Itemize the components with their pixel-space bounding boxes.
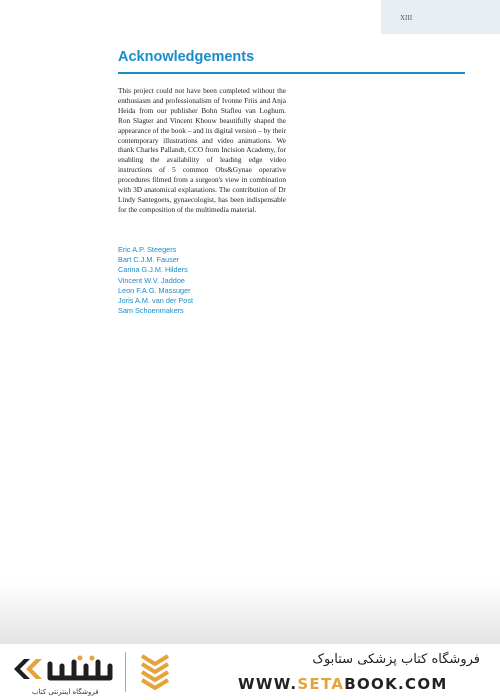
section-title: Acknowledgements: [118, 49, 255, 65]
author-name: Joris A.M. van der Post: [118, 296, 194, 306]
author-list: [118, 245, 193, 316]
store-footer-banner: [0, 644, 500, 700]
acknowledgements-paragraph: This project could not have been completed without the enthusiasm and professionalism of Ivonne Friis and Anja Heida from our publisher Bohn Stafleu van Loghum. Ron Slagter and Vincent Khouw beautifully shaped the appearance of the book – and its digital version – by their contemporary illustrations and video animations. We thank Charles Pallandt, CCO from Incision Academy, for enabling the availability of leading edge video instructions of 5 common Obs&Gynae operative procedures filmed from a surgeon's view in combination with 3D anatomical explanations. The contribution of Dr Lindy Santegoets, gynaecologist, has been indispensable for the composition of the multimedia material.: [118, 86, 286, 214]
page-number: XIII: [400, 14, 413, 22]
store-url[interactable]: [238, 675, 448, 693]
url-suffix: BOOK.COM: [344, 675, 448, 693]
book-stack-icon: [140, 652, 170, 692]
author-name: Vincent W.V. Jaddoe: [118, 275, 185, 285]
url-accent: SETA: [297, 675, 345, 693]
page-corner-tab: [381, 0, 500, 34]
author-name: Bart C.J.M. Fauser: [118, 255, 180, 265]
author-name: Eric A.P. Steegers: [118, 245, 177, 254]
setabook-logo: [10, 652, 118, 686]
author-name: Carina G.J.M. Hilders: [118, 265, 188, 275]
logo-subtitle: فروشگاه اینترنتی کتاب: [32, 688, 99, 696]
author-name: Leon F.A.G. Massuger: [118, 285, 191, 295]
title-underline: [118, 72, 465, 74]
url-prefix: WWW.: [238, 675, 298, 693]
author-name: Sam Schoenmakers: [118, 306, 184, 316]
footer-divider: [125, 652, 126, 692]
store-name: فروشگاه کتاب پزشکی ستابوک: [312, 652, 480, 667]
footer-gradient: [0, 580, 500, 644]
